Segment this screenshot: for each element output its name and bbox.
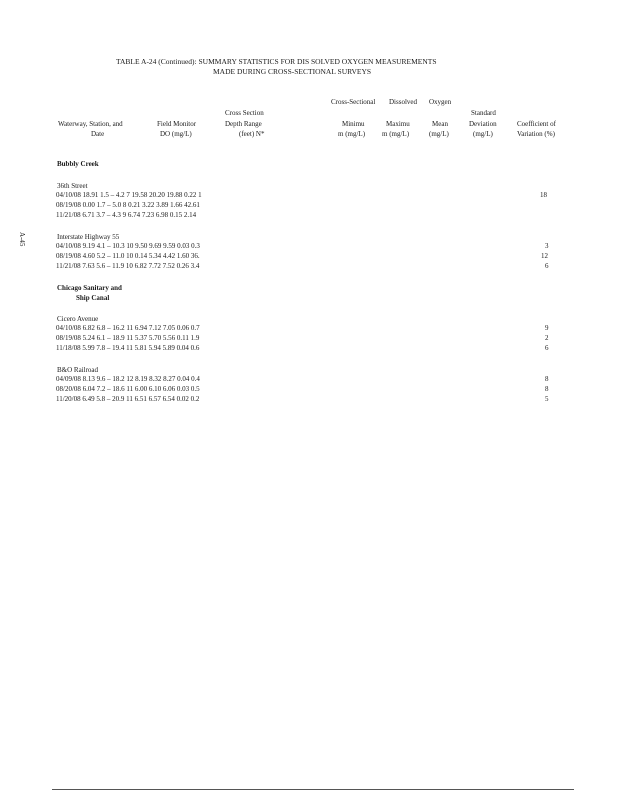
waterway-heading: Chicago Sanitary and [57,284,122,292]
row-values: 08/19/08 5.24 6.1 – 18.9 11 5.37 5.70 5.56 0.11 1.9 [56,334,200,342]
row-values: 08/19/08 4.60 5.2 – 11.0 10 0.14 5.34 4.42 1.60 36. [56,252,200,260]
row-values: 04/10/08 9.19 4.1 – 10.3 10 9.50 9.69 9.59 0.03 0.3 [56,242,200,250]
header-depth-range: Depth Range [225,120,262,128]
table-title-line2: MADE DURING CROSS-SECTIONAL SURVEYS [213,67,372,76]
row-values: 11/18/08 5.99 7.8 – 19.4 11 5.81 5.94 5.89 0.04 0.6 [56,344,200,352]
coefficient-value: 8 [545,375,549,383]
header-maximu: Maximu [386,120,410,128]
header-coefficient: Coefficient of [517,120,556,128]
row-values: 08/19/08 0.00 1.7 – 5.0 8 0.21 3.22 3.89 1.66 42.61 [56,201,200,209]
header-waterway: Waterway, Station, and [58,120,123,128]
header-do-unit: DO (mg/L) [160,130,192,138]
row-values: 04/09/08 8.13 9.6 – 18.2 12 8.19 8.32 8.27 0.04 0.4 [56,375,200,383]
coefficient-value: 6 [545,262,549,270]
station-heading: 36th Street [57,182,88,190]
coefficient-value: 6 [545,344,549,352]
waterway-heading: Bubbly Creek [57,160,99,168]
header-minimu: Minimu [342,120,365,128]
header-mean-unit: (mg/L) [429,130,449,138]
row-values: 11/21/08 6.71 3.7 – 4.3 9 6.74 7.23 6.98 0.15 2.14 [56,211,197,219]
header-cross-section: Cross Section [225,109,264,117]
coefficient-value: 2 [545,334,549,342]
coefficient-value: 5 [545,395,549,403]
table-title-line1: TABLE A-24 (Continued): SUMMARY STATISTICS FOR DIS SOLVED OXYGEN MEASUREMENTS [116,57,437,66]
station-heading: Cicero Avenue [57,315,99,323]
row-values: 11/21/08 7.63 5.6 – 11.9 10 6.82 7.72 7.52 0.26 3.4 [56,262,200,270]
row-values: 04/10/08 18.91 1.5 – 4.2 7 19.58 20.20 19.88 0.22 1 [56,191,202,199]
header-standard: Standard [471,109,496,117]
header-deviation-unit: (mg/L) [473,130,493,138]
row-values: 11/20/08 6.49 5.8 – 20.9 11 6.51 6.57 6.54 0.02 0.2 [56,395,200,403]
coefficient-value: 9 [545,324,549,332]
header-dissolved: Dissolved [389,98,417,106]
header-feet-n: (feet) N* [239,130,265,138]
header-minimu-unit: m (mg/L) [338,130,366,138]
header-deviation: Deviation [469,120,497,128]
coefficient-value: 18 [540,191,547,199]
header-variation: Variation (%) [517,130,555,138]
header-maximu-unit: m (mg/L) [382,130,410,138]
header-date: Date [91,130,105,138]
station-heading: Interstate Highway 55 [57,233,120,241]
coefficient-value: 8 [545,385,549,393]
station-heading: B&O Railroad [57,366,99,374]
footer-rule [52,789,574,790]
header-cross-sectional: Cross-Sectional [331,98,376,106]
coefficient-value: 3 [545,242,549,250]
coefficient-value: 12 [541,252,548,260]
row-values: 08/20/08 6.04 7.2 – 18.6 11 6.00 6.10 6.06 0.03 0.5 [56,385,200,393]
header-field-monitor: Field Monitor [157,120,197,128]
waterway-heading-continued: Ship Canal [76,294,110,302]
page-label: A-45 [18,232,26,247]
row-values: 04/10/08 6.82 6.8 – 16.2 11 6.94 7.12 7.05 0.06 0.7 [56,324,200,332]
header-oxygen: Oxygen [429,98,452,106]
header-mean: Mean [432,120,448,128]
